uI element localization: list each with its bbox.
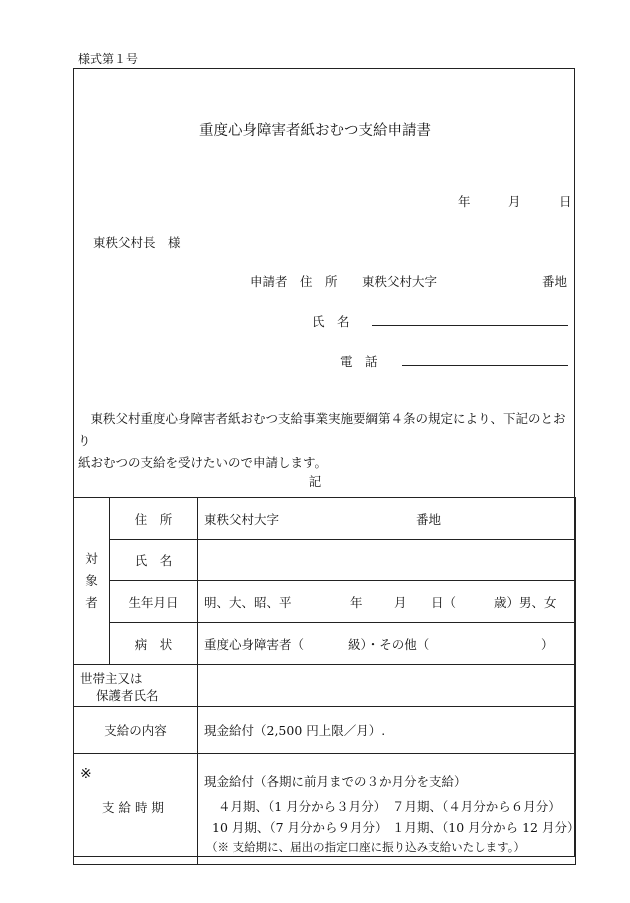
application-statement <box>78 408 573 474</box>
timing-april: ４月期、（1 月分から３月分） <box>218 799 387 814</box>
table-row <box>74 498 576 540</box>
subject-label <box>74 498 110 665</box>
name-field[interactable] <box>198 540 576 581</box>
condition-close: ） <box>541 637 554 652</box>
age-gender-label: 歳）男、女 <box>494 595 557 610</box>
table-row <box>74 540 576 581</box>
table-row <box>74 623 576 665</box>
subject-char: 象 <box>85 573 98 588</box>
condition-other: 級）・その他（ <box>348 637 430 652</box>
table-row <box>74 707 576 754</box>
era-options: 明、大、昭、平 <box>204 595 292 610</box>
guardian-label-line2: 保護者氏名 <box>96 688 159 703</box>
timing-line-1: 現金給付（各期に前月までの３か月分を支給） <box>204 774 467 789</box>
applicant-name-label: 氏 名 <box>312 314 350 329</box>
timing-label: 支 給 時 期 <box>102 800 164 815</box>
address-prefix: 東秩父村大字 <box>204 512 280 527</box>
timing-note: （※ 支給期に、届出の指定口座に振り込み支給いたします。） <box>206 840 525 854</box>
address-field[interactable] <box>198 498 576 540</box>
date-year-label: 年 <box>458 194 471 209</box>
applicant-address-prefix: 東秩父村大字 <box>362 274 438 289</box>
condition-disability-grade: 重度心身障害者（ <box>204 637 305 652</box>
statement-line-1 <box>78 408 573 452</box>
ki-heading: 記 <box>308 474 322 489</box>
table-row <box>74 754 576 865</box>
birth-year-label: 年 <box>350 595 363 610</box>
detail-table <box>73 497 580 865</box>
birth-day-label: 日（ <box>431 595 457 610</box>
timing-january: １月期、（10 月分から 12 月分） <box>392 820 580 835</box>
birthdate-label: 生年月日 <box>110 581 198 623</box>
kome-mark: ※ <box>80 766 92 782</box>
date-month-label: 月 <box>508 194 521 209</box>
applicant-phone-label: 電 話 <box>340 354 378 369</box>
birthdate-field[interactable] <box>198 581 576 623</box>
guardian-name-field[interactable] <box>198 665 576 707</box>
applicant-phone-field[interactable] <box>402 365 568 366</box>
content-value: 現金給付（2,500 円上限／月）. <box>198 707 576 754</box>
timing-october: 10 月期、（7 月分から９月分） <box>212 820 388 835</box>
timing-value-cell <box>198 754 580 865</box>
addressee: 東秩父村長 様 <box>93 235 181 250</box>
applicant-name-field[interactable] <box>372 325 568 326</box>
table-row <box>74 581 576 623</box>
birth-month-label: 月 <box>394 595 407 610</box>
condition-label: 病 状 <box>110 623 198 665</box>
timing-label-cell <box>74 754 198 865</box>
timing-july: ７月期、（４月分から６月分） <box>392 799 561 814</box>
condition-field[interactable] <box>198 623 576 665</box>
statement-line-2: 紙おむつの支給を受けたいので申請します。 <box>78 455 328 470</box>
subject-char: 者 <box>85 595 98 610</box>
page-title: 重度心身障害者紙おむつ支給申請書 <box>199 123 431 139</box>
table-row <box>74 665 576 707</box>
applicant-address-label: 申請者 住 所 <box>250 274 338 289</box>
content-label: 支給の内容 <box>74 707 198 754</box>
applicant-address-suffix: 番地 <box>542 274 568 289</box>
address-label: 住 所 <box>110 498 198 540</box>
address-suffix: 番地 <box>416 512 442 527</box>
name-label: 氏 名 <box>110 540 198 581</box>
statement-line-1-text: 東秩父村重度心身障害者紙おむつ支給事業実施要綱第４条の規定により、下記のとおり <box>78 411 566 448</box>
guardian-label-line1: 世帯主又は <box>80 671 143 686</box>
form-number: 様式第１号 <box>78 52 139 66</box>
subject-char: 対 <box>85 551 98 566</box>
guardian-label <box>74 665 198 707</box>
date-day-label: 日 <box>559 194 572 209</box>
